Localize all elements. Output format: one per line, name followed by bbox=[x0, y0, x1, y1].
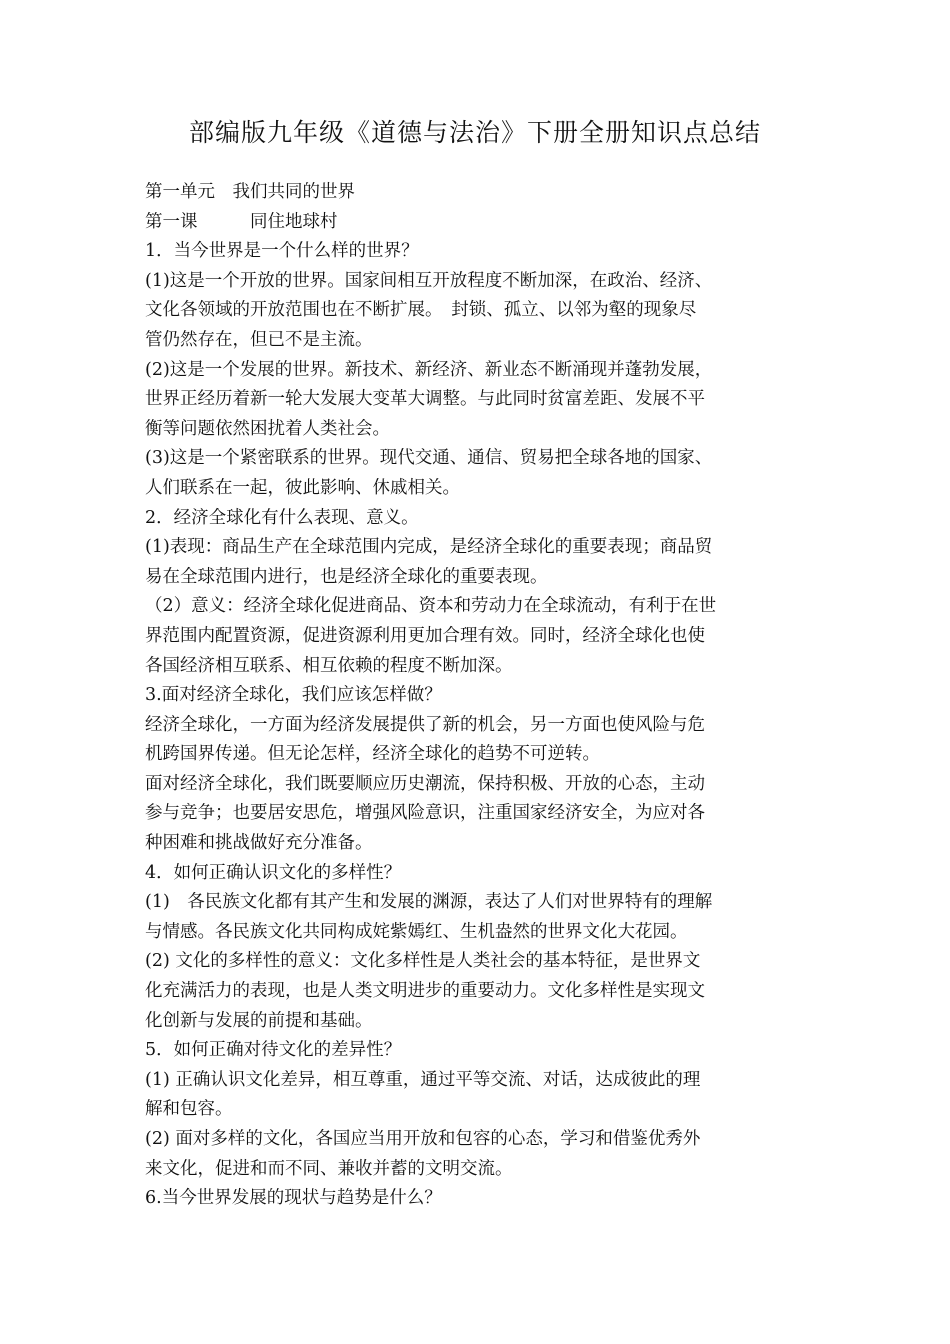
text-line: 易在全球范围内进行，也是经济全球化的重要表现。 bbox=[145, 566, 548, 587]
question-heading: 5．如何正确对待文化的差异性？ bbox=[145, 1040, 402, 1061]
text-line: (3)这是一个紧密联系的世界。现代交通、通信、贸易把全球各地的国家、 bbox=[145, 448, 713, 469]
text-line: 文化各领域的开放范围也在不断扩展。 封锁、孤立、以邻为壑的现象尽 bbox=[145, 300, 697, 321]
question-heading: 6.当今世界发展的现状与趋势是什么？ bbox=[145, 1188, 442, 1209]
text-line: 界范围内配置资源，促进资源利用更加合理有效。同时，经济全球化也使 bbox=[145, 625, 705, 646]
text-line: (2) 文化的多样性的意义：文化多样性是人类社会的基本特征，是世界文 bbox=[145, 951, 701, 972]
text-line: 种困难和挑战做好充分准备。 bbox=[145, 833, 373, 854]
text-line: 人们联系在一起，彼此影响、休戚相关。 bbox=[145, 477, 460, 498]
document-title: 部编版九年级《道德与法治》下册全册知识点总结 bbox=[188, 118, 761, 147]
text-line: (1) 正确认识文化差异，相互尊重，通过平等交流、对话，达成彼此的理 bbox=[145, 1069, 701, 1090]
text-line: 经济全球化，一方面为经济发展提供了新的机会，另一方面也使风险与危 bbox=[145, 714, 705, 735]
text-line: （2）意义：经济全球化促进商品、资本和劳动力在全球流动，有利于在世 bbox=[145, 596, 717, 617]
question-heading: 4．如何正确认识文化的多样性？ bbox=[145, 862, 402, 883]
document-body bbox=[145, 178, 815, 1214]
text-line: 面对经济全球化，我们既要顺应历史潮流，保持积极、开放的心态，主动 bbox=[145, 773, 705, 794]
question-heading: 1．当今世界是一个什么样的世界？ bbox=[145, 241, 419, 262]
text-line: (2)这是一个发展的世界。新技术、新经济、新业态不断涌现并蓬勃发展， bbox=[145, 359, 713, 380]
text-line: 世界正经历着新一轮大发展大变革大调整。与此同时贫富差距、发展不平 bbox=[145, 389, 705, 410]
text-line: 参与竞争；也要居安思危，增强风险意识，注重国家经济安全，为应对各 bbox=[145, 803, 705, 824]
lesson-heading: 第一课 同住地球村 bbox=[145, 211, 338, 232]
text-line: 化创新与发展的前提和基础。 bbox=[145, 1010, 373, 1031]
text-line: 化充满活力的表现，也是人类文明进步的重要动力。文化多样性是实现文 bbox=[145, 981, 705, 1002]
text-line: 机跨国界传递。但无论怎样，经济全球化的趋势不可逆转。 bbox=[145, 744, 600, 765]
text-line: 解和包容。 bbox=[145, 1099, 233, 1120]
text-line: (1)表现：商品生产在全球范围内完成，是经济全球化的重要表现；商品贸 bbox=[145, 537, 713, 558]
text-line: (1) 各民族文化都有其产生和发展的渊源，表达了人们对世界特有的理解 bbox=[145, 892, 713, 913]
text-line: 衡等问题依然困扰着人类社会。 bbox=[145, 418, 390, 439]
text-line: 与情感。各民族文化共同构成姹紫嫣红、生机盎然的世界文化大花园。 bbox=[145, 921, 688, 942]
text-line: 各国经济相互联系、相互依赖的程度不断加深。 bbox=[145, 655, 513, 676]
text-line: (2) 面对多样的文化，各国应当用开放和包容的心态，学习和借鉴优秀外 bbox=[145, 1129, 701, 1149]
text-line: 来文化，促进和而不同、兼收并蓄的文明交流。 bbox=[145, 1158, 513, 1179]
text-line: (1)这是一个开放的世界。国家间相互开放程度不断加深，在政治、经济、 bbox=[145, 270, 713, 291]
question-heading: 3.面对经济全球化，我们应该怎样做？ bbox=[145, 685, 442, 706]
unit-heading: 第一单元 我们共同的世界 bbox=[145, 182, 355, 202]
text-line: 管仍然存在，但已不是主流。 bbox=[145, 329, 373, 350]
question-heading: 2．经济全球化有什么表现、意义。 bbox=[145, 507, 419, 528]
